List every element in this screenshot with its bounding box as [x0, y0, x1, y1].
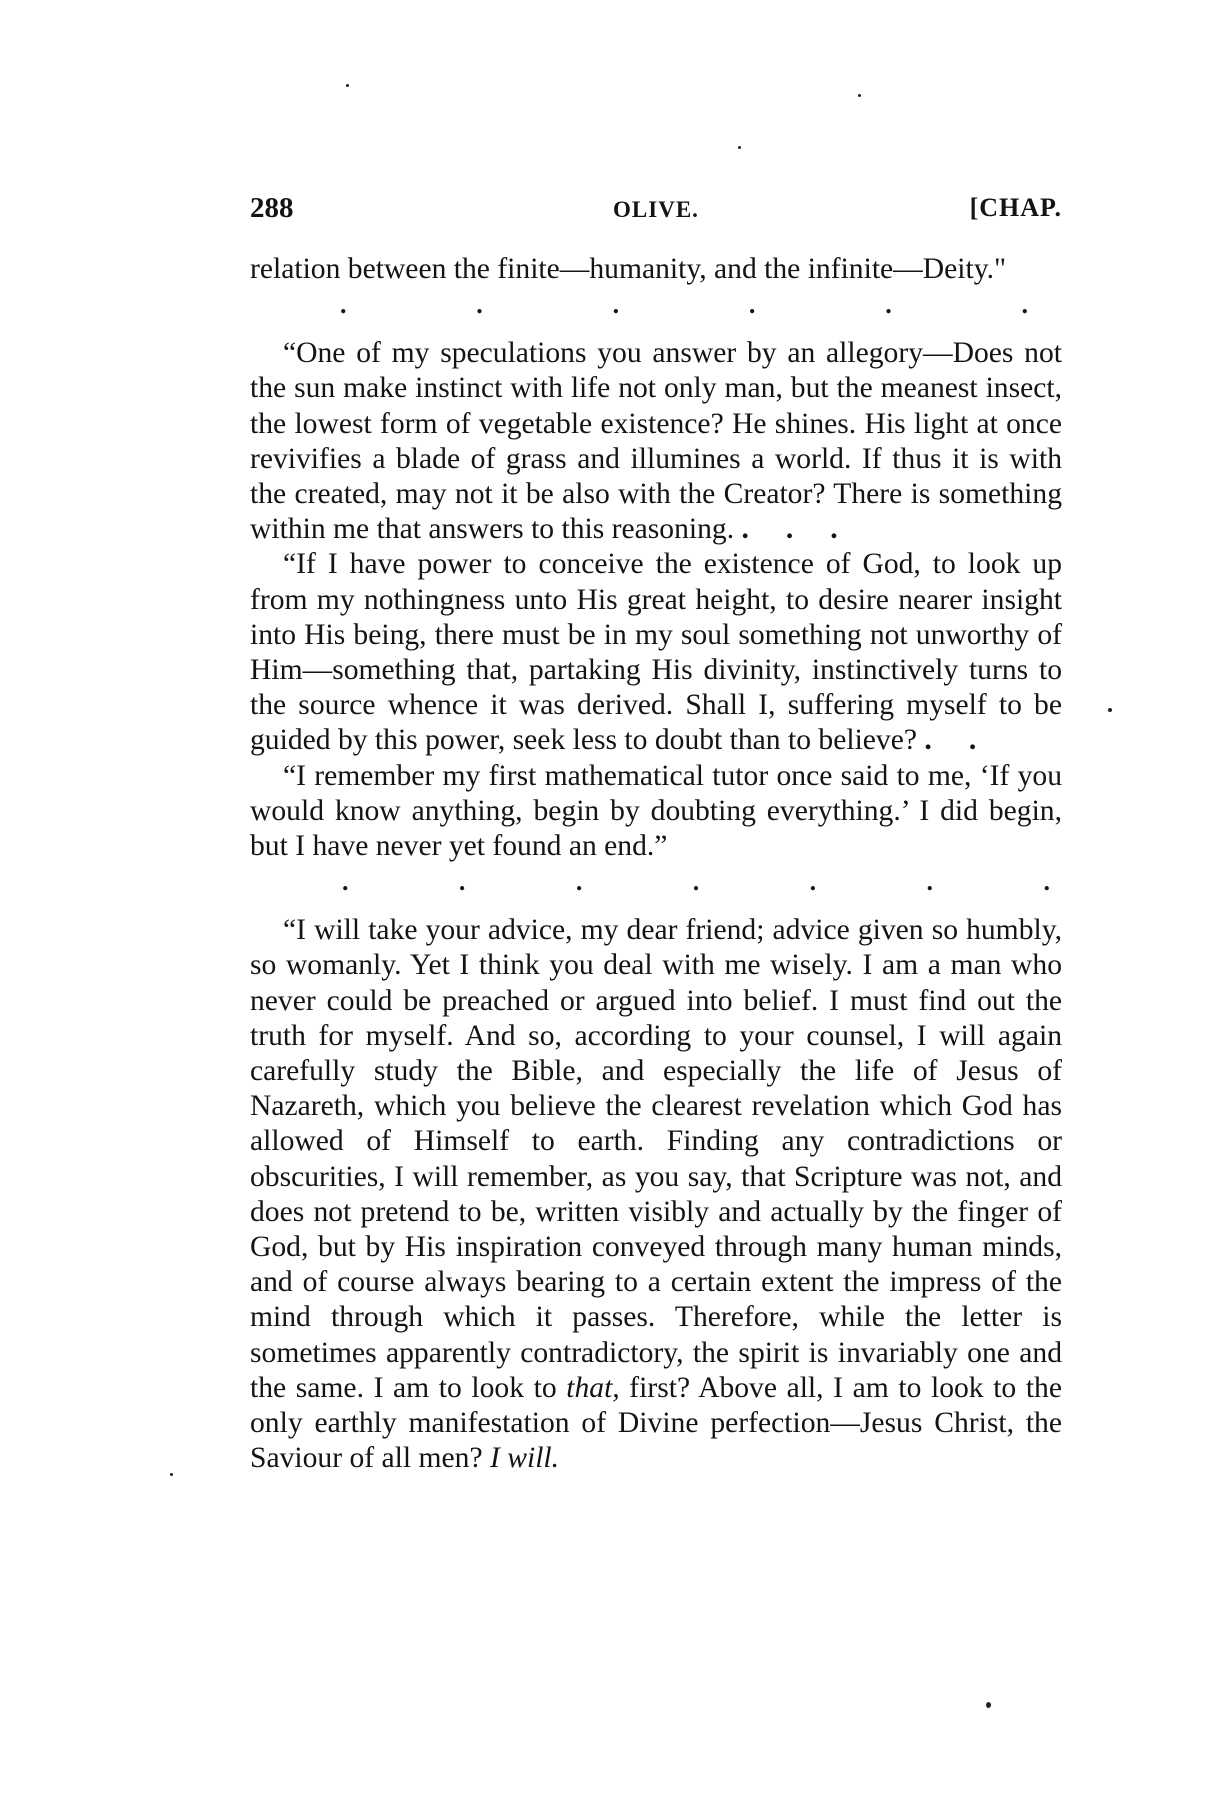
paragraph-5-text: “I will take your advice, my dear friend; advice given so humbly, so womanly. Yet I think you deal with me wisely. I am a man who never could be preached or argued into belief. I must find out the truth for myself. And so, according to your counsel, I will again carefully study the Bible, and especially the life of Jesus of Nazareth, which you believe the clearest revelation which God has allowed of Himself to earth. Finding any contradictions or obscurities, I will remember, as you say, that Scripture was not, and does not pretend to be, written visibly and actually by the finger of God, but by His inspiration conveyed through many human minds, and of course always bearing to a certain extent the impress of the mind through which it passes. Therefore, while the letter is sometimes apparently contradictory, the spirit is invariably one and the same. I am to look to: [250, 914, 1062, 1404]
paragraph-1: relation between the finite—humanity, and the infinite—Deity.": [250, 253, 1007, 285]
trailing-dots: . . .: [741, 513, 838, 546]
ellipsis-dot: .: [342, 867, 349, 897]
paragraph-2-text: “One of my speculations you answer by an allegory—Does not the sun make instinct with life not only man, but the meanest insect, the lowest form of vegetable existence? He shines. His light at once revivifies a blade of grass and illumines a world. If thus it is with the created, may not it be also with the Creator? There is something within me that answers to this reasoning.: [250, 337, 1062, 546]
italic-that: that,: [566, 1371, 620, 1404]
ellipsis-dot: .: [926, 867, 934, 897]
ellipsis-dot: .: [1043, 867, 1050, 897]
body-text: [250, 252, 1062, 1477]
ellipsis-dot: .: [575, 867, 583, 897]
chapter-label: [CHAP.: [969, 193, 1062, 222]
paragraph-4: “I remember my first mathematical tutor once said to me, ‘If you would know anything, begin by doubting everything.’ I did begin, but I have never yet found an end.”: [250, 759, 1062, 863]
scan-speck: [1108, 708, 1112, 712]
ellipsis-dot: .: [476, 290, 483, 320]
paragraph-3-text: “If I have power to conceive the existence of God, to look up from my nothingness unto His great height, to desire nearer insight into His being, there must be in my soul something not unworthy of Him—something that, partaking His divinity, instinctively turns to the source whence it was derived. Shall I, suffering myself to be guided by this power, seek less to doubt than to believe?: [250, 548, 1062, 757]
scan-speck: [346, 84, 349, 87]
paragraph-2: [250, 336, 1062, 547]
trailing-dots: . .: [924, 724, 977, 757]
scan-speck: [170, 1473, 173, 1476]
ellipsis-dot: .: [809, 867, 817, 897]
ellipsis-dot: .: [692, 867, 700, 897]
ellipsis-dot: .: [340, 290, 347, 320]
scan-speck: [738, 146, 741, 149]
running-title: OLIVE.: [613, 197, 699, 222]
ellipsis-dot: .: [885, 290, 892, 320]
ellipsis-dot: .: [458, 867, 466, 897]
italic-i-will: I will.: [489, 1442, 560, 1475]
ellipsis-row-1: [250, 287, 1062, 322]
scan-speck: [986, 1702, 991, 1708]
scan-speck: [858, 94, 861, 97]
running-head: [250, 190, 1062, 226]
ellipsis-dot: .: [612, 290, 620, 320]
paragraph-5-continued: first? Above all, I am to look to the only earthly manifestation of Divine perfection—Jesus Christ, the Saviour of all men?: [250, 1371, 1062, 1475]
book-page: [250, 190, 1062, 1477]
paragraph-5: [250, 913, 1062, 1476]
page-number: 288: [250, 192, 294, 224]
paragraph-3: [250, 547, 1062, 758]
ellipsis-dot: .: [748, 290, 756, 320]
ellipsis-row-2: [250, 864, 1062, 899]
ellipsis-dot: .: [1021, 290, 1028, 320]
